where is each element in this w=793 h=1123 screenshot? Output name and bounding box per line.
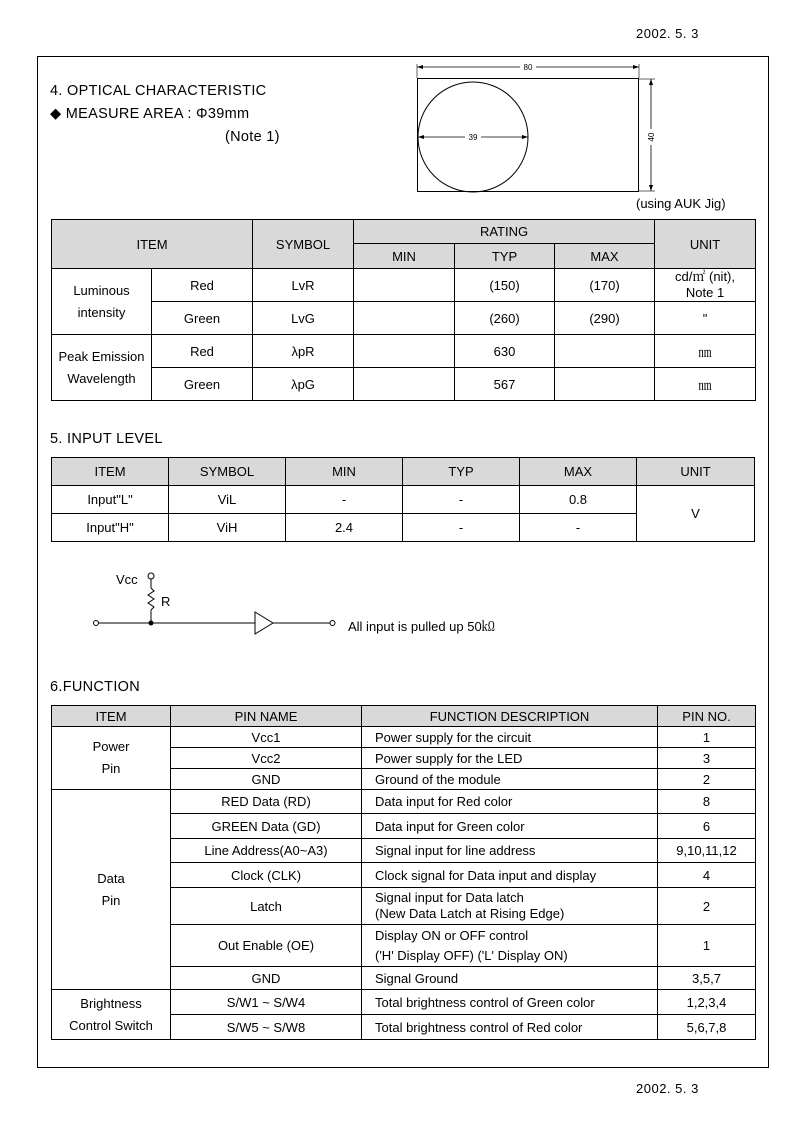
function-header-pin-no: PIN NO.: [658, 706, 756, 727]
pin-name-cell: Latch: [171, 888, 362, 925]
row-group-name: Pin: [101, 892, 121, 908]
function-header-description: FUNCTION DESCRIPTION: [362, 706, 658, 727]
input-header-symbol: SYMBOL: [169, 458, 286, 486]
row-group-name: Power: [92, 739, 130, 754]
unit-cell: ㎚: [655, 335, 756, 368]
input-section-title: 5. INPUT LEVEL: [50, 431, 163, 447]
symbol-cell: λpR: [253, 335, 354, 368]
table-row: [52, 790, 756, 814]
pin-name-cell: GREEN Data (GD): [171, 814, 362, 839]
row-group-name: Control Switch: [69, 1017, 153, 1033]
symbol-cell: LvG: [253, 302, 354, 335]
optical-header-symbol: SYMBOL: [253, 220, 354, 269]
optical-table: [51, 219, 756, 401]
pin-no-cell: 5,6,7,8: [658, 1015, 756, 1040]
color-cell: Red: [152, 335, 253, 368]
optical-header-min: MIN: [354, 244, 455, 269]
symbol-cell: LvR: [253, 269, 354, 302]
pin-no-cell: 4: [658, 863, 756, 888]
table-row: [52, 990, 756, 1015]
input-header-min: MIN: [286, 458, 403, 486]
vcc-label: Vcc: [116, 572, 138, 587]
typ-cell: -: [403, 486, 520, 514]
pin-no-cell: 1: [658, 727, 756, 748]
measure-area-note: (Note 1): [225, 129, 280, 145]
table-row: [52, 302, 756, 335]
min-cell: -: [286, 486, 403, 514]
table-row: [52, 269, 756, 302]
input-header-max: MAX: [520, 458, 637, 486]
table-row: [52, 368, 756, 401]
width-arrow-left: [417, 65, 423, 69]
input-level-table: [51, 457, 755, 542]
function-table: [51, 705, 756, 1040]
description-cell: Power supply for the circuit: [362, 727, 658, 748]
description-line: (New Data Latch at Rising Edge): [375, 906, 565, 921]
measure-area-label: ◆ MEASURE AREA : Φ39mm: [50, 106, 250, 122]
unit-cell: ": [655, 302, 756, 335]
item-cell: Input"L": [52, 486, 169, 514]
unit-line: Note 1: [685, 285, 725, 300]
min-cell: [354, 302, 455, 335]
color-cell: Green: [152, 302, 253, 335]
pin-no-cell: 3: [658, 748, 756, 769]
description-line: Signal input for Data latch: [375, 890, 524, 905]
peak-emission-cell: [52, 335, 152, 401]
item-cell: Input"H": [52, 514, 169, 542]
max-cell: -: [520, 514, 637, 542]
max-cell: [555, 368, 655, 401]
pin-name-cell: RED Data (RD): [171, 790, 362, 814]
input-terminal: [94, 621, 99, 626]
diameter-arrow-right: [522, 135, 528, 139]
max-cell: (170): [555, 269, 655, 302]
circle-diameter-label: 39: [468, 133, 478, 142]
unit-cell: [655, 269, 756, 302]
pin-no-cell: 1,2,3,4: [658, 990, 756, 1015]
row-group-name: Pin: [101, 761, 121, 776]
table-row: [52, 486, 755, 514]
max-cell: 0.8: [520, 486, 637, 514]
pullup-note: All input is pulled up 50㏀: [348, 619, 495, 634]
description-cell: Signal Ground: [362, 967, 658, 990]
row-group-name: Wavelength: [67, 370, 136, 386]
symbol-cell: λpG: [253, 368, 354, 401]
description-cell: [362, 888, 658, 925]
min-cell: [354, 269, 455, 302]
pin-name-cell: GND: [171, 769, 362, 790]
height-arrow-bottom: [649, 185, 653, 191]
pin-name-cell: Clock (CLK): [171, 863, 362, 888]
color-cell: Red: [152, 269, 253, 302]
junction-dot: [149, 621, 154, 626]
typ-cell: (260): [455, 302, 555, 335]
brightness-switch-cell: [52, 990, 171, 1040]
typ-cell: 567: [455, 368, 555, 401]
pin-no-cell: 8: [658, 790, 756, 814]
power-pin-cell: [52, 727, 171, 790]
optical-header-item: ITEM: [52, 220, 253, 269]
optical-header-typ: TYP: [455, 244, 555, 269]
diameter-arrow-left: [418, 135, 424, 139]
description-cell: Ground of the module: [362, 769, 658, 790]
width-arrow-right: [633, 65, 639, 69]
description-cell: Clock signal for Data input and display: [362, 863, 658, 888]
description-cell: Power supply for the LED: [362, 748, 658, 769]
typ-cell: 630: [455, 335, 555, 368]
input-header-unit: UNIT: [637, 458, 755, 486]
description-cell: Signal input for line address: [362, 839, 658, 863]
symbol-cell: ViL: [169, 486, 286, 514]
row-group-name: Peak Emission: [58, 348, 145, 364]
resistor-label: R: [161, 594, 171, 609]
typ-cell: -: [403, 514, 520, 542]
pin-no-cell: 3,5,7: [658, 967, 756, 990]
measure-jig-diagram: [410, 58, 660, 200]
description-line: Display ON or OFF control: [375, 927, 529, 943]
row-group-name: Luminous: [73, 282, 130, 298]
pin-name-cell: Vcc1: [171, 727, 362, 748]
pin-name-cell: GND: [171, 967, 362, 990]
input-header-item: ITEM: [52, 458, 169, 486]
pin-name-cell: S/W5 ~ S/W8: [171, 1015, 362, 1040]
pin-name-cell: Out Enable (OE): [171, 925, 362, 967]
description-cell: Data input for Green color: [362, 814, 658, 839]
row-group-name: intensity: [77, 304, 126, 320]
row-group-name: Data: [97, 870, 125, 886]
description-line: ('H' Display OFF) ('L' Display ON): [375, 947, 568, 963]
function-header-pin-name: PIN NAME: [171, 706, 362, 727]
data-pin-cell: [52, 790, 171, 990]
pin-no-cell: 1: [658, 925, 756, 967]
function-header-item: ITEM: [52, 706, 171, 727]
unit-cell: V: [637, 486, 755, 542]
jig-height-label: 40: [647, 132, 656, 142]
max-cell: (290): [555, 302, 655, 335]
vcc-terminal: [148, 573, 154, 579]
pin-no-cell: 9,10,11,12: [658, 839, 756, 863]
header-date: 2002. 5. 3: [636, 26, 699, 41]
table-row: [52, 335, 756, 368]
unit-cell: ㎚: [655, 368, 756, 401]
table-row: [52, 727, 756, 748]
jig-width-label: 80: [523, 63, 533, 72]
optical-header-max: MAX: [555, 244, 655, 269]
optical-section-title: 4. OPTICAL CHARACTERISTIC: [50, 83, 267, 99]
pin-no-cell: 2: [658, 769, 756, 790]
max-cell: [555, 335, 655, 368]
output-terminal: [330, 621, 335, 626]
symbol-cell: ViH: [169, 514, 286, 542]
footer-date: 2002. 5. 3: [636, 1081, 699, 1096]
min-cell: [354, 368, 455, 401]
description-cell: Total brightness control of Red color: [362, 1015, 658, 1040]
input-header-typ: TYP: [403, 458, 520, 486]
pin-name-cell: Vcc2: [171, 748, 362, 769]
typ-cell: (150): [455, 269, 555, 302]
min-cell: [354, 335, 455, 368]
row-group-name: Brightness: [80, 995, 142, 1011]
optical-header-unit: UNIT: [655, 220, 756, 269]
pin-name-cell: S/W1 ~ S/W4: [171, 990, 362, 1015]
color-cell: Green: [152, 368, 253, 401]
resistor-symbol: [148, 588, 154, 610]
height-arrow-top: [649, 79, 653, 85]
min-cell: 2.4: [286, 514, 403, 542]
function-section-title: 6.FUNCTION: [50, 679, 140, 695]
description-cell: Data input for Red color: [362, 790, 658, 814]
optical-header-rating: RATING: [354, 220, 655, 244]
luminous-intensity-cell: [52, 269, 152, 335]
description-cell: [362, 925, 658, 967]
buffer-symbol: [255, 612, 273, 634]
unit-line: cd/㎡ (nit),: [675, 269, 736, 284]
pin-name-cell: Line Address(A0~A3): [171, 839, 362, 863]
pin-no-cell: 2: [658, 888, 756, 925]
description-cell: Total brightness control of Green color: [362, 990, 658, 1015]
jig-caption: (using AUK Jig): [636, 196, 726, 211]
pin-no-cell: 6: [658, 814, 756, 839]
